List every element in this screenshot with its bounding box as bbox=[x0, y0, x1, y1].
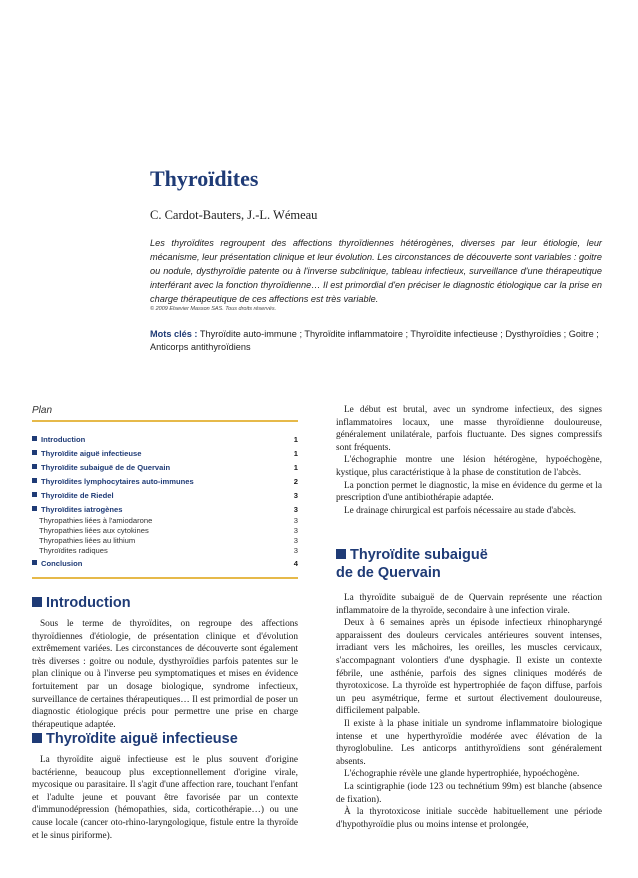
paragraph: L'échographie révèle une glande hypertrophiée, hypoéchogène. bbox=[344, 769, 580, 780]
paragraph: Sous le terme de thyroïdites, on regroupe des affections thyroïdiennes d'étiologie, de présentation clinique et d'évolution extrêmement variées. Les circonstances de découverte sont également très diverses : goitre ou nodule, dysthyroïdies parfois patentes sur le plan clinique ou à l'inverse peu symptomatiques et mises en évidence fortuitement par un dosage biologique, syndrome infectieux, surveillance de certaines thérapeutiques… Il est primordial de poser un diagnostic étiologique précis pour permettre une prise en charge thérapeutique adaptée. bbox=[32, 619, 298, 730]
toc-page: 3 bbox=[293, 491, 298, 500]
toc-label: Introduction bbox=[32, 435, 85, 445]
article-title: Thyroïdites bbox=[150, 166, 259, 191]
toc-item-quervain[interactable] bbox=[32, 463, 298, 473]
toc-subitem-radiques[interactable] bbox=[32, 546, 298, 556]
plan-title: Plan bbox=[32, 405, 53, 416]
toc-page: 1 bbox=[293, 463, 298, 472]
paragraph: La ponction permet le diagnostic, la mise en évidence du germe et la prescription d'une antibiothérapie adaptée. bbox=[336, 480, 602, 504]
toc-label: Thyroïdites radiques bbox=[39, 546, 108, 555]
plan-divider-top bbox=[32, 420, 298, 422]
paragraph: Deux à 6 semaines après un épisode infectieux rhinopharyngé apparaissent des douleurs cervicales antérieures souvent intenses, irradiant vers les mâchoires, les oreilles, les muscles cervicaux, s'accompagnant volontiers d'une dysphagie. Il existe un contexte fébrile, une asthénie, parfois des signes cliniques modérés de thyrotoxicose. La thyroïde est hypertrophiée de façon diffuse, parfois un peu asymétrique, ferme et surtout électivement douloureuse, difficilement palpable. bbox=[336, 618, 602, 717]
paragraph: La thyroïdite aiguë infectieuse est le plus souvent d'origine bactérienne, beaucoup plus exceptionnellement d'origine virale, mycosique ou parasitaire. Il s'agit d'une affection rare, touchant l'enfant et l'adulte jeune et pouvant être favorisée par un contexte d'immunodépression (hémopathies, sida, corticothérapie…) ou une cause locale (cancer oto-rhino-laryngologique, fistule entre la thyroïde et le sinus piriforme). bbox=[32, 755, 298, 841]
toc-label: Thyroïdites lymphocytaires auto-immunes bbox=[32, 477, 194, 487]
toc-label: Thyroïdite de Riedel bbox=[32, 491, 114, 501]
quervain-text bbox=[336, 592, 602, 831]
paragraph: L'échographie montre une lésion hétérogène, hypoéchogène, kystique, plus caractéristique à la phase de constitution de l'abcès. bbox=[336, 455, 602, 478]
section-marker-icon bbox=[32, 597, 42, 607]
section-marker-icon bbox=[336, 549, 346, 559]
toc-item-iatrogenes[interactable] bbox=[32, 505, 298, 515]
plan-divider-bottom bbox=[32, 577, 298, 579]
copyright: © 2009 Elsevier Masson SAS. Tous droits réservés. bbox=[150, 306, 277, 312]
toc-item-conclusion[interactable] bbox=[32, 559, 298, 569]
paragraph: Le début est brutal, avec un syndrome infectieux, des signes inflammatoires locaux, une masse thyroïdienne douloureuse, généralement unilatérale, parfois fluctuante. Des signes compressifs sont fréquents. bbox=[336, 405, 602, 453]
toc-page: 3 bbox=[293, 505, 298, 514]
toc-subitem-cytokines[interactable] bbox=[32, 526, 298, 536]
aigue-text bbox=[32, 754, 298, 842]
toc-item-aigue[interactable] bbox=[32, 449, 298, 459]
toc-label: Thyroïdites iatrogènes bbox=[32, 505, 122, 515]
aigue-text-continued bbox=[336, 404, 602, 517]
keywords-label: Mots clés : bbox=[150, 329, 198, 339]
heading-introduction: Introduction bbox=[32, 594, 131, 612]
toc-page: 3 bbox=[293, 546, 298, 555]
toc-page: 3 bbox=[293, 526, 298, 535]
introduction-text bbox=[32, 618, 298, 731]
toc-label: Thyroïdite subaiguë de de Quervain bbox=[32, 463, 170, 473]
toc-label: Thyroïdite aiguë infectieuse bbox=[32, 449, 141, 459]
toc-page: 3 bbox=[293, 516, 298, 525]
toc-page: 4 bbox=[293, 559, 298, 568]
plan-box bbox=[32, 405, 298, 579]
paragraph: La thyroïdite subaiguë de de Quervain représente une réaction inflammatoire de la thyroïde, secondaire à une infection virale. bbox=[336, 593, 602, 616]
heading-aigue-infectieuse: Thyroïdite aiguë infectieuse bbox=[32, 730, 238, 748]
toc-page: 1 bbox=[293, 435, 298, 444]
toc-subitem-amiodarone[interactable] bbox=[32, 516, 298, 526]
paragraph: À la thyrotoxicose initiale succède habituellement une période d'hypothyroïdie plus ou moins intense et prolongée, bbox=[336, 807, 602, 830]
toc-label: Conclusion bbox=[32, 559, 82, 569]
toc-label: Thyropathies liées aux cytokines bbox=[39, 526, 149, 535]
section-marker-icon bbox=[32, 733, 42, 743]
keywords bbox=[150, 328, 602, 354]
paragraph: Il existe à la phase initiale un syndrome inflammatoire biologique intense et une hyperthyroïdie modérée avec élévation de la thyroglobuline. Les anticorps antithyroïdiens sont généralement absents. bbox=[336, 718, 602, 767]
toc-item-riedel[interactable] bbox=[32, 491, 298, 501]
toc-item-lymphocytaires[interactable] bbox=[32, 477, 298, 487]
toc-page: 2 bbox=[293, 477, 298, 486]
abstract: Les thyroïdites regroupent des affections thyroïdiennes hétérogènes, diverses par leur étiologie, leur mécanisme, leur présentation clinique et leur évolution. Les circonstances de découverte sont variables : goitre ou nodule, dysthyroïdie patente ou à l'inverse subclinique, tableau infectieux, surveillance d'une thérapeutique interférant avec la fonction thyroïdienne… Il est primordial d'en préciser le diagnostic étiologique car la prise en charge thérapeutique de ces affections est très variable. bbox=[150, 238, 602, 304]
toc-label: Thyropathies liées au lithium bbox=[39, 536, 136, 545]
keywords-text: Thyroïdite auto-immune ; Thyroïdite inflammatoire ; Thyroïdite infectieuse ; Dysthyroïdies ; Goitre ; Anticorps antithyroïdiens bbox=[150, 329, 599, 352]
toc-page: 1 bbox=[293, 449, 298, 458]
toc-item-introduction[interactable] bbox=[32, 435, 298, 445]
toc-page: 3 bbox=[293, 536, 298, 545]
heading-quervain: Thyroïdite subaiguë de de Quervain bbox=[336, 547, 488, 581]
toc-label: Thyropathies liées à l'amiodarone bbox=[39, 516, 153, 525]
paragraph: Le drainage chirurgical est parfois nécessaire au stade d'abcès. bbox=[344, 505, 577, 516]
toc-subitem-lithium[interactable] bbox=[32, 536, 298, 546]
paragraph: La scintigraphie (iode 123 ou technétium 99m) est blanche (absence de fixation). bbox=[336, 781, 602, 805]
authors: C. Cardot-Bauters, J.-L. Wémeau bbox=[150, 208, 318, 222]
